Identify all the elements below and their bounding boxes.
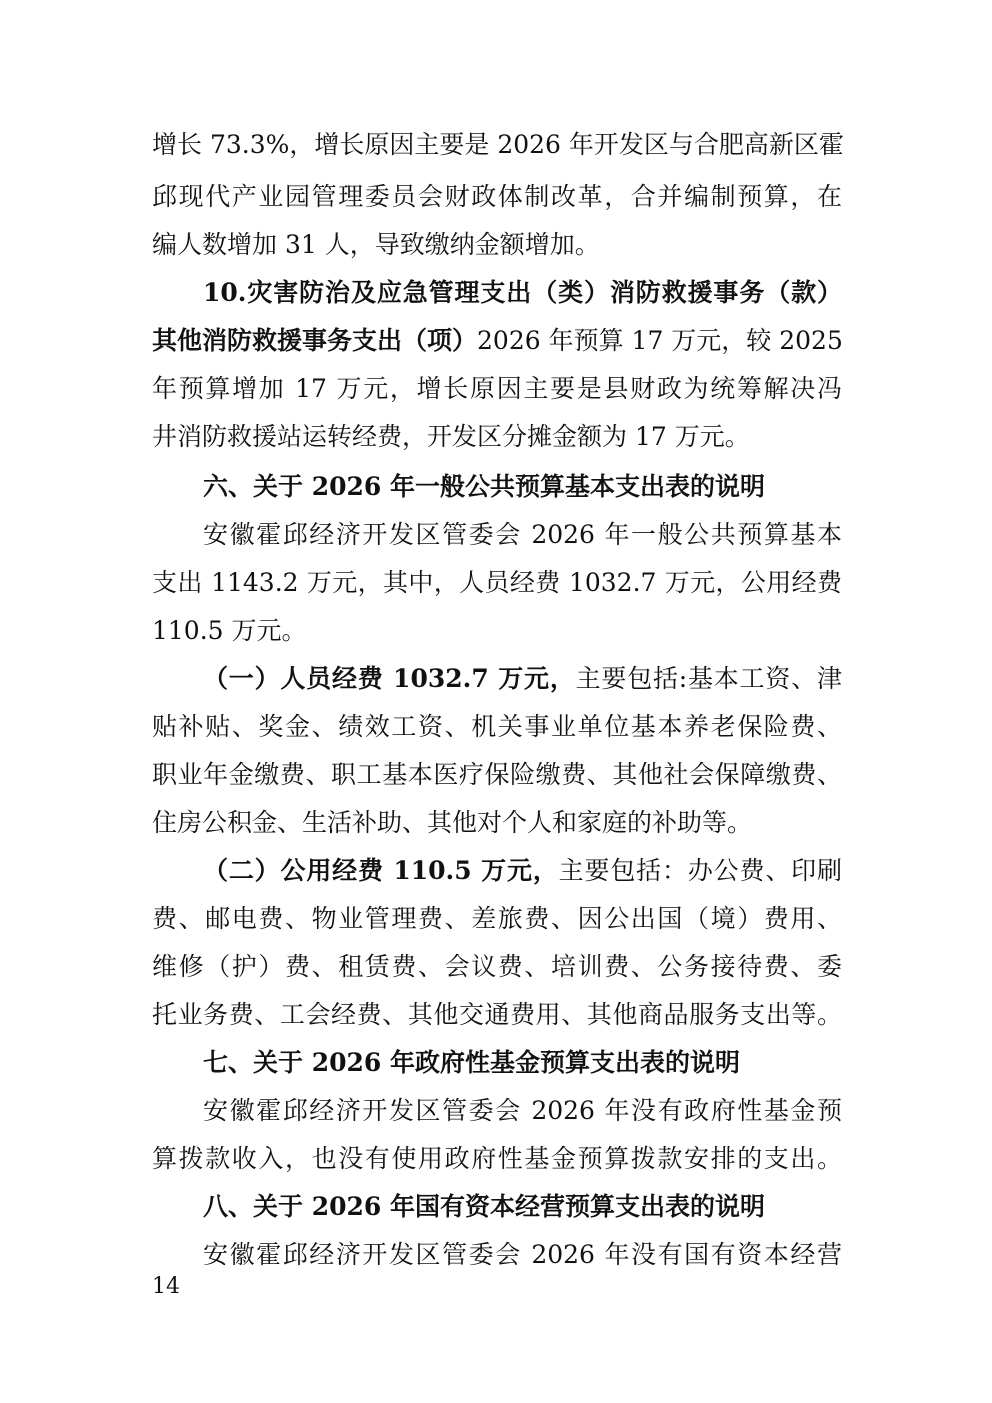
body-line: 支出 1143.2 万元，其中，人员经费 1032.7 万元，公用经费 bbox=[152, 568, 842, 597]
body-line: 住房公积金、生活补助、其他对个人和家庭的补助等。 bbox=[152, 808, 753, 837]
body-line: 安徽霍邱经济开发区管委会 2026 年一般公共预算基本 bbox=[203, 520, 842, 549]
body-line: 安徽霍邱经济开发区管委会 2026 年没有国有资本经营 bbox=[203, 1240, 842, 1269]
body-line: 安徽霍邱经济开发区管委会 2026 年没有政府性基金预 bbox=[203, 1096, 842, 1125]
body-line: 托业务费、工会经费、其他交通费用、其他商品服务支出等。 bbox=[152, 1000, 842, 1029]
body-line: 编人数增加 31 人，导致缴纳金额增加。 bbox=[152, 230, 600, 259]
body-line: 算拨款收入，也没有使用政府性基金预算拨款安排的支出。 bbox=[152, 1144, 842, 1173]
body-line: 贴补贴、奖金、绩效工资、机关事业单位基本养老保险费、 bbox=[152, 712, 842, 741]
body-line: 110.5 万元。 bbox=[152, 616, 307, 645]
subsection-bold-lead: （二）公用经费 110.5 万元， bbox=[203, 856, 559, 885]
body-line: 费、邮电费、物业管理费、差旅费、因公出国（境）费用、 bbox=[152, 904, 842, 933]
page-number: 14 bbox=[152, 1274, 180, 1299]
body-line bbox=[203, 854, 842, 888]
body-line: 年预算增加 17 万元，增长原因主要是县财政为统筹解决冯 bbox=[152, 374, 842, 403]
body-line: 增长 73.3%，增长原因主要是 2026 年开发区与合肥高新区霍 bbox=[152, 130, 844, 159]
body-line: 邱现代产业园管理委员会财政体制改革，合并编制预算，在 bbox=[152, 182, 842, 211]
section-heading: 六、关于 2026 年一般公共预算基本支出表的说明 bbox=[203, 472, 765, 501]
body-line bbox=[152, 324, 842, 358]
item-bold-lead: 其他消防救援事务支出（项） bbox=[152, 326, 478, 355]
subsection-text: 主要包括:基本工资、津 bbox=[575, 664, 842, 693]
section-item-title: 10.灾害防治及应急管理支出（类）消防救援事务（款） bbox=[203, 278, 842, 307]
body-line bbox=[203, 662, 842, 696]
section-heading: 七、关于 2026 年政府性基金预算支出表的说明 bbox=[203, 1048, 740, 1077]
subsection-text: 主要包括：办公费、印刷 bbox=[558, 856, 842, 885]
body-line: 井消防救援站运转经费，开发区分摊金额为 17 万元。 bbox=[152, 422, 750, 451]
body-line: 维修（护）费、租赁费、会议费、培训费、公务接待费、委 bbox=[152, 952, 842, 981]
section-heading: 八、关于 2026 年国有资本经营预算支出表的说明 bbox=[203, 1192, 765, 1221]
subsection-bold-lead: （一）人员经费 1032.7 万元， bbox=[203, 664, 576, 693]
item-text: 2026 年预算 17 万元，较 2025 bbox=[477, 326, 843, 355]
body-line: 职业年金缴费、职工基本医疗保险缴费、其他社会保障缴费、 bbox=[152, 760, 842, 789]
